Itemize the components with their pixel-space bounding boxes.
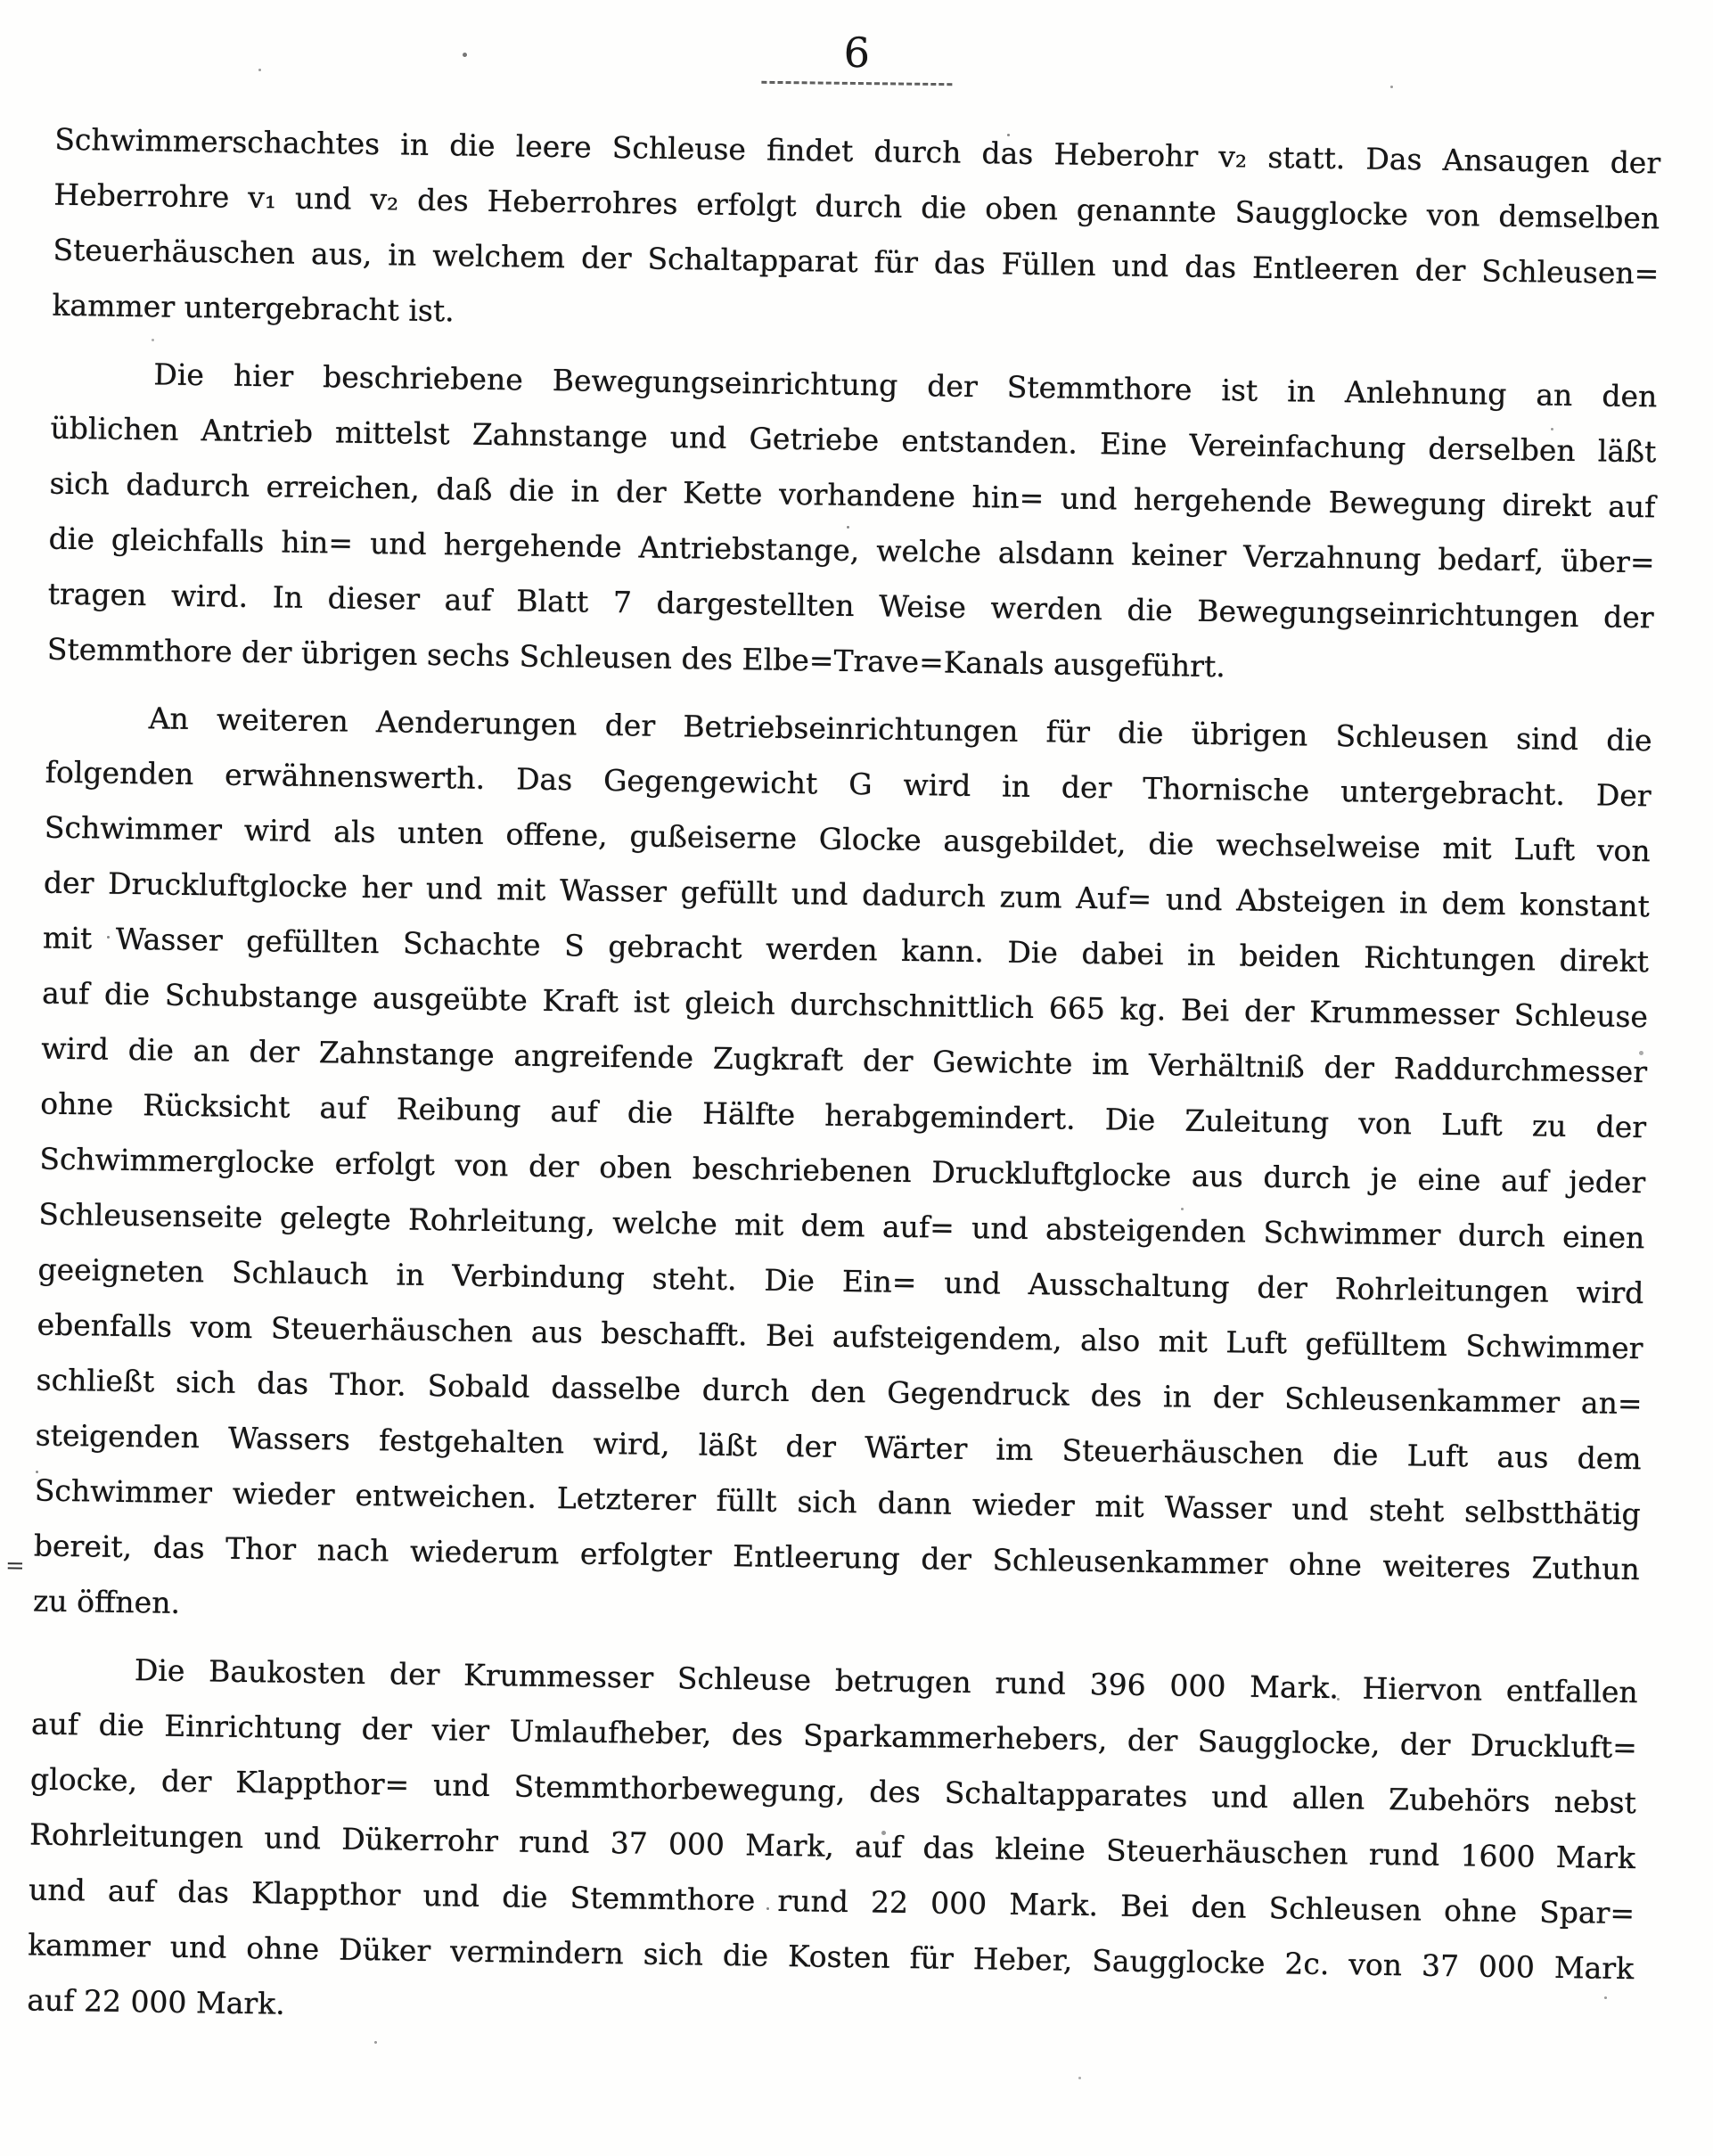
text-line: ohne Rücksicht auf Reibung auf die Hälfte herabgemindert. Die Zuleitung von Luft zu der — [40, 1086, 1647, 1145]
text-line: Schwimmer wieder entweichen. Letzterer füllt sich dann wieder mit Wasser und steht selbstthätig — [34, 1472, 1641, 1532]
text-line: geeigneten Schlauch in Verbindung steht. Die Ein= und Ausschaltung der Rohrleitungen wird — [37, 1251, 1644, 1311]
paragraph — [27, 1641, 1638, 2052]
text-line: glocke, der Klappthor= und Stemmthorbewegung, des Schaltapparates und allen Zubehörs nebst — [29, 1761, 1637, 1821]
text-line: Stemmthore der übrigen sechs Schleusen des Elbe=Trave=Kanals ausgeführt. — [46, 631, 1226, 685]
text-line: sich dadurch erreichen, daß die in der Kette vorhandene hin= und hergehende Bewegung direkt auf — [49, 465, 1656, 525]
text-line: der Druckluftglocke her und mit Wasser gefüllt und dadurch zum Auf= und Absteigen in dem konstant — [43, 865, 1651, 924]
text-line: Schwimmerschachtes in die leere Schleuse findet durch das Heberohr v₂ statt. Das Ansaugen der — [54, 121, 1661, 181]
body-text — [27, 112, 1661, 2052]
text-line: auf 22 000 Mark. — [27, 1982, 285, 2021]
text-line: kammer und ohne Düker vermindern sich die Kosten für Heber, Saugglocke 2c. von 37 000 Mark — [28, 1927, 1635, 1987]
text-line: auf die Einrichtung der vier Umlaufheber, des Sparkammerhebers, der Saugglocke, der Druckluft= — [30, 1706, 1638, 1766]
text-line: schließt sich das Thor. Sobald dasselbe durch den Gegendruck des in der Schleusenkammer an= — [36, 1362, 1643, 1422]
text-line: folgenden erwähnenswerth. Das Gegengewicht G wird in der Thornische untergebracht. Der — [45, 754, 1652, 814]
text-line: ebenfalls vom Steuerhäuschen aus beschafft. Bei aufsteigendem, also mit Luft gefülltem Schwimmer — [37, 1307, 1643, 1366]
text-line: Heberrohre v₁ und v₂ des Heberrohres erfolgt durch die oben genannte Saugglocke von demselben — [53, 176, 1660, 236]
text-line: wird die an der Zahnstange angreifende Zugkraft der Gewichte im Verhältniß der Raddurchmesser — [40, 1030, 1648, 1090]
paragraph — [33, 690, 1652, 1653]
text-line: An weiteren Aenderungen der Betriebseinrichtungen für die übrigen Schleusen sind die — [148, 701, 1652, 758]
text-line: Die hier beschriebene Bewegungseinrichtung der Stemmthore ist in Anlehnung an den — [153, 357, 1658, 414]
text-line: die gleichfalls hin= und hergehende Antriebstange, welche alsdann keiner Verzahnung bedarf, über= — [48, 521, 1655, 580]
text-line: mit Wasser gefüllten Schachte S gebracht werden kann. Die dabei in beiden Richtungen direkt — [42, 920, 1650, 980]
text-line: tragen wird. In dieser auf Blatt 7 dargestellten Weise werden die Bewegungseinrichtungen der — [47, 576, 1654, 635]
text-line: steigenden Wassers festgehalten wird, läßt der Wärter im Steuerhäuschen die Luft aus dem — [35, 1417, 1642, 1477]
text-line: Schwimmerglocke erfolgt von der oben beschriebenen Druckluftglocke aus durch je eine auf jeder — [39, 1141, 1646, 1201]
text-line: Die Baukosten der Krummesser Schleuse betrugen rund 396 000 Mark. Hiervon entfallen — [134, 1652, 1638, 1710]
page-number: 6 — [843, 28, 872, 78]
text-line: Rohrleitungen und Dükerrohr rund 37 000 Mark, auf das kleine Steuerhäuschen rund 1600 Mark — [29, 1816, 1636, 1876]
paragraph — [46, 346, 1657, 701]
text-line: kammer untergebracht ist. — [52, 287, 455, 329]
text-line: Steuerhäuschen aus, in welchem der Schaltapparat für das Füllen und das Entleeren der Schleusen= — [53, 232, 1660, 291]
text-line: und auf das Klappthor und die Stemmthore rund 22 000 Mark. Bei den Schleusen ohne Spar= — [28, 1872, 1635, 1931]
text-line: zu öffnen. — [32, 1583, 181, 1620]
text-line: Schleusenseite gelegte Rohrleitung, welche mit dem auf= und absteigenden Schwimmer durch einen — [38, 1196, 1645, 1256]
text-line: Schwimmer wird als unten offene, gußeiserne Glocke ausgebildet, die wechselweise mit Luft von — [44, 809, 1652, 869]
page-number-rule — [761, 81, 952, 86]
paragraph — [52, 112, 1660, 357]
text-line: üblichen Antrieb mittelst Zahnstange und Getriebe entstanden. Eine Vereinfachung derselben läßt — [50, 410, 1657, 470]
margin-hyphen-mark: = — [4, 1552, 26, 1580]
text-line: auf die Schubstange ausgeübte Kraft ist gleich durchschnittlich 665 kg. Bei der Krummesser Schleuse — [41, 975, 1649, 1035]
text-line: bereit, das Thor nach wiederum erfolgter Entleerung der Schleusenkammer ohne weiteres Zuthun — [33, 1528, 1641, 1587]
